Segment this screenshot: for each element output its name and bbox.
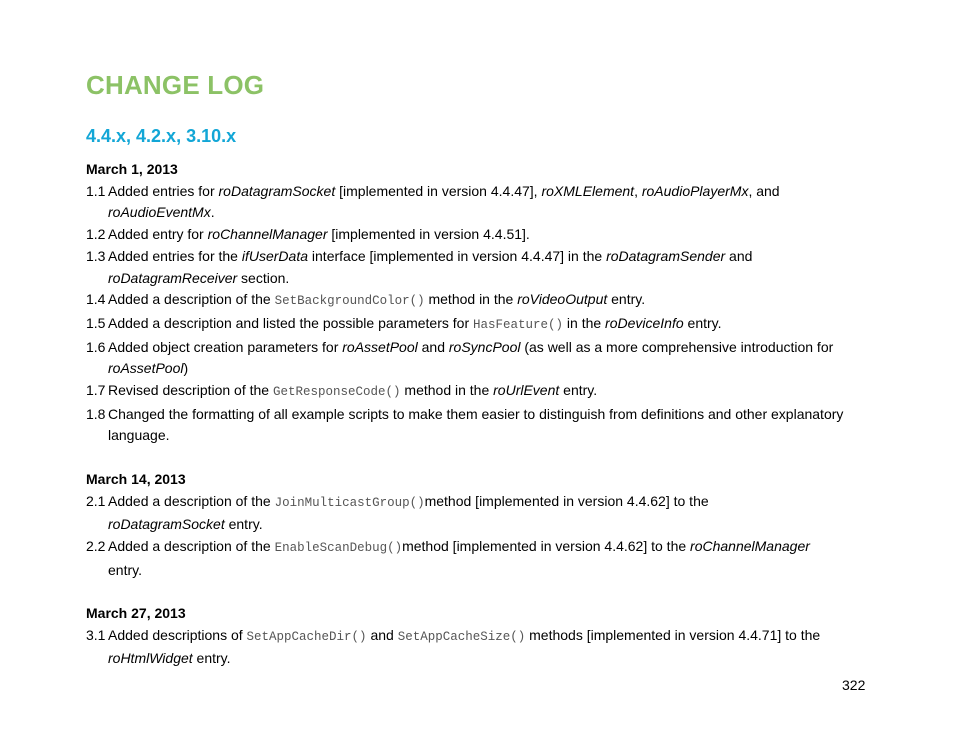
item-text: Added entry for roChannelManager [implemented in version 4.4.51]. xyxy=(108,226,530,243)
item-text: Changed the formatting of all example scripts to make them easier to distinguish from definitions and other explanatory language. xyxy=(108,405,844,444)
change-item xyxy=(86,536,876,581)
change-item xyxy=(86,337,876,380)
item-text: Added entries for the ifUserData interface [implemented in version 4.4.47] in the roDatagramSender and roDatagramReceiver section. xyxy=(108,247,753,286)
item-number: 1.1 xyxy=(86,182,106,199)
change-item xyxy=(86,380,876,404)
change-section xyxy=(86,603,876,670)
version-heading: 4.4.x, 4.2.x, 3.10.x xyxy=(86,126,237,146)
change-item xyxy=(86,625,876,670)
change-log-content xyxy=(86,159,876,670)
item-number: 2.1 xyxy=(86,492,106,509)
section-date: March 14, 2013 xyxy=(86,470,186,487)
item-text: Added descriptions of SetAppCacheDir() and SetAppCacheSize() methods [implemented in version 4.4.71] to the roHtmlWidget entry. xyxy=(108,626,821,667)
item-text: Added object creation parameters for roAssetPool and roSyncPool (as well as a more comprehensive introduction for roAssetPool) xyxy=(108,338,834,377)
change-item xyxy=(86,491,876,536)
change-item xyxy=(86,404,876,447)
item-number: 1.6 xyxy=(86,338,106,355)
page-title: CHANGE LOG xyxy=(86,70,265,100)
item-number: 1.8 xyxy=(86,405,106,422)
change-section xyxy=(86,159,876,447)
page-number: 322 xyxy=(842,677,866,693)
item-text: Added a description and listed the possible parameters for HasFeature() in the roDeviceInfo entry. xyxy=(108,314,722,332)
item-number: 1.3 xyxy=(86,247,106,264)
item-number: 2.2 xyxy=(86,537,106,554)
item-text: Revised description of the GetResponseCode() method in the roUrlEvent entry. xyxy=(108,382,598,400)
item-number: 3.1 xyxy=(86,626,106,643)
item-text: Added entries for roDatagramSocket [implemented in version 4.4.47], roXMLElement, roAudioPlayerMx, and roAudioEventMx. xyxy=(108,182,780,221)
change-item xyxy=(86,313,876,337)
item-text: Added a description of the SetBackgroundColor() method in the roVideoOutput entry. xyxy=(108,291,646,309)
change-item xyxy=(86,289,876,313)
item-text: Added a description of the JoinMulticastGroup()method [implemented in version 4.4.62] to the roDatagramSocket entry. xyxy=(108,492,709,533)
section-date: March 27, 2013 xyxy=(86,605,186,622)
item-text: Added a description of the EnableScanDebug()method [implemented in version 4.4.62] to the roChannelManager entry. xyxy=(108,537,810,578)
section-date: March 1, 2013 xyxy=(86,161,178,177)
item-number: 1.2 xyxy=(86,226,106,243)
item-number: 1.7 xyxy=(86,382,106,399)
change-item xyxy=(86,224,876,246)
change-section xyxy=(86,469,876,582)
change-item xyxy=(86,246,876,289)
change-item xyxy=(86,181,876,224)
item-number: 1.4 xyxy=(86,291,106,308)
item-number: 1.5 xyxy=(86,314,106,331)
